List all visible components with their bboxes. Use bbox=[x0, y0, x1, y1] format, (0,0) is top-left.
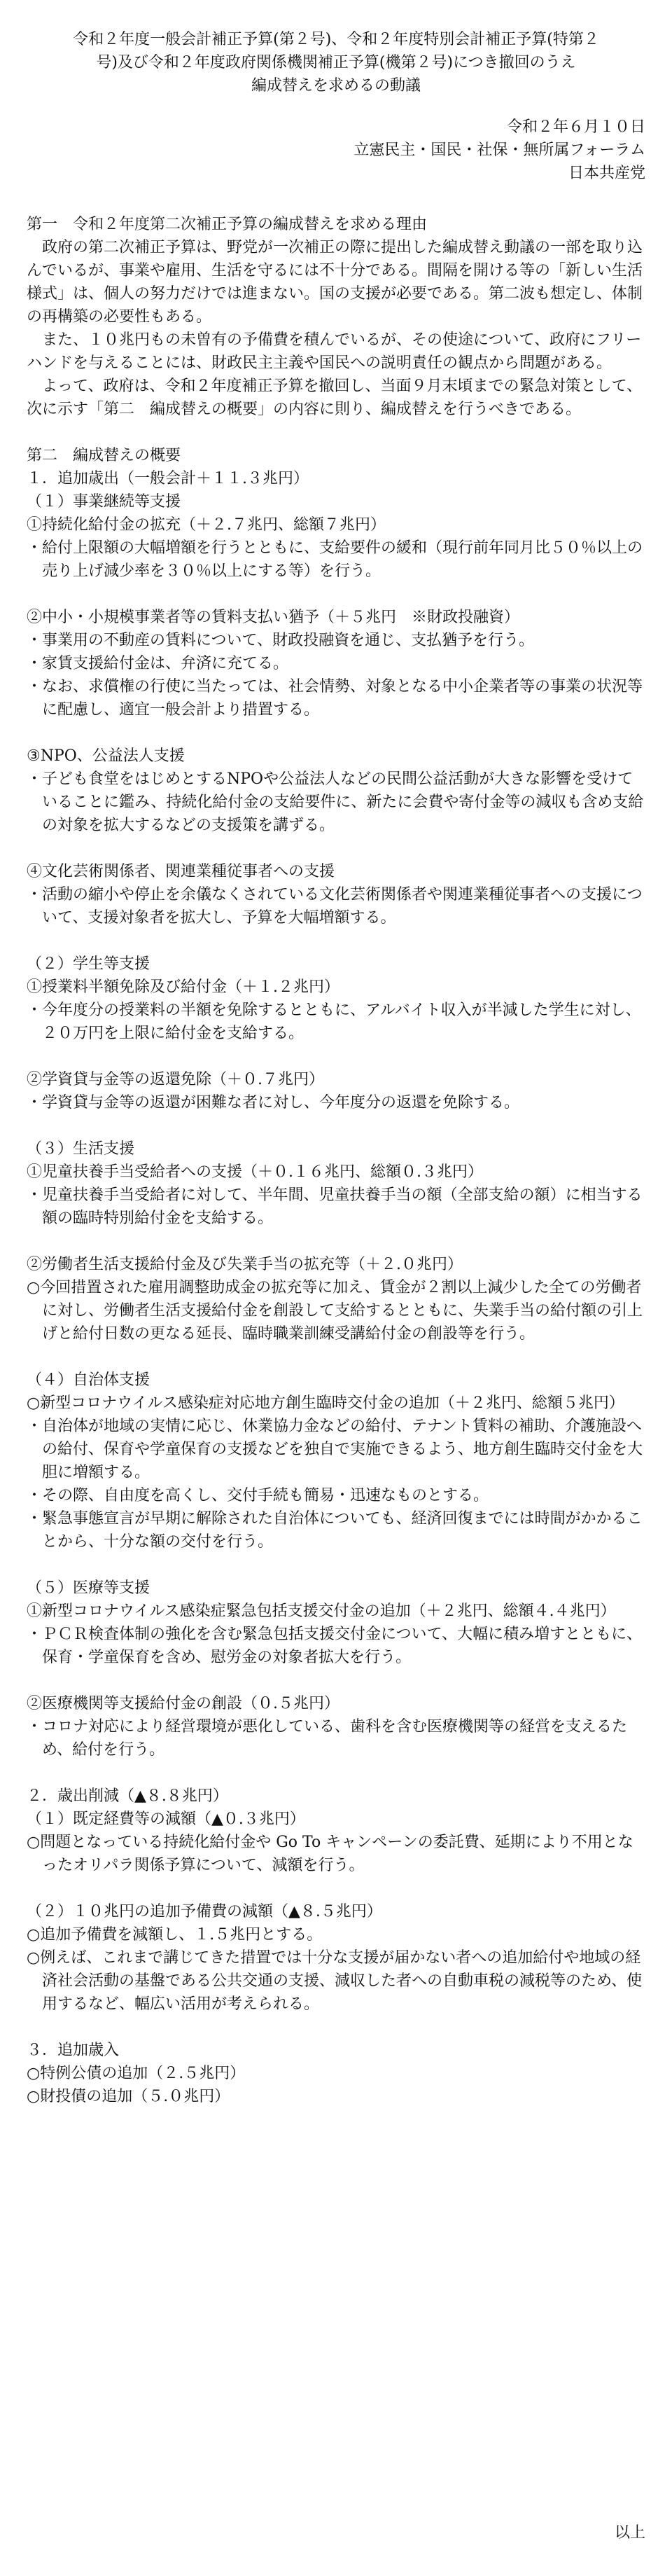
section-heading: 第一 令和２年度第二次補正予算の編成替えを求める理由 bbox=[27, 216, 428, 233]
item-bullet: ・コロナ対応により経営環境が悪化している、歯科を含む医療機関等の経営を支えるため、給付を行う。 bbox=[27, 1718, 628, 1759]
paragraph: また、１０兆円もの未曽有の予備費を積んでいるが、その使途について、政府にフリーハンドを与えることには、財政民主主義や国民への説明責任の観点から問題がある。 bbox=[27, 331, 642, 372]
item-title: ②学資貸与金等の返還免除（＋０.７兆円） bbox=[27, 1071, 324, 1088]
sub-subsection-heading: （１）事業継続等支援 bbox=[27, 493, 181, 511]
sub-subsection-heading: （２）学生等支援 bbox=[27, 955, 150, 973]
item-bullet: ○追加予備費を減額し、１.５兆円とする。 bbox=[27, 1926, 323, 1944]
title-line: 編成替えを求めるの動議 bbox=[251, 77, 421, 95]
item-bullet: ○財投債の追加（５.０兆円） bbox=[27, 2088, 230, 2105]
item-bullet: ・その際、自由度を高くし、交付手続も簡易・迅速なものとする。 bbox=[27, 1487, 489, 1504]
sub-subsection-heading: （１）既定経費等の減額（▲０.３兆円） bbox=[27, 1810, 305, 1828]
subsection-heading: ３．追加歳入 bbox=[27, 2042, 120, 2059]
document-title bbox=[27, 28, 645, 97]
item-bullet: ・今年度分の授業料の半額を免除するとともに、アルバイト収入が半減した学生に対し、２０万円を上限に給付金を支給する。 bbox=[27, 1002, 641, 1042]
item-bullet: ・事業用の不動産の賃料について、財政投融資を通じ、支払猶予を行う。 bbox=[27, 632, 535, 649]
item-title: ②労働者生活支援給付金及び失業手当の拡充等（＋２.０兆円） bbox=[27, 1256, 463, 1273]
document-meta bbox=[27, 116, 645, 185]
subsection-heading: ２．歳出削減（▲８.８兆円） bbox=[27, 1787, 228, 1805]
document-date: 令和２年６月１０日 bbox=[506, 118, 645, 136]
item-bullet: ・家賃支援給付金は、弁済に充てる。 bbox=[27, 655, 289, 672]
sub-subsection-heading: （４）自治体支援 bbox=[27, 1371, 150, 1389]
item-title: ①授業料半額免除及び給付金（＋１.２兆円） bbox=[27, 978, 340, 996]
sponsor-name: 立憲民主・国民・社保・無所属フォーラム bbox=[354, 141, 645, 159]
sub-subsection-heading: （２）１０兆円の追加予備費の減額（▲８.５兆円） bbox=[27, 1903, 382, 1920]
closing-mark: 以上 bbox=[614, 2524, 645, 2542]
item-bullet: ○特例公債の追加（２.５兆円） bbox=[27, 2065, 246, 2082]
item-bullet: ○例えば、これまで講じてきた措置では十分な支援が届かない者への追加給付や地域の経済社会活動の基盤である公共交通の支援、減収した者への自動車税の減税等のため、使用するなど、幅広い活用が考えられる。 bbox=[27, 1949, 643, 2013]
item-title: ②中小・小規模事業者等の賃料支払い猶予（＋５兆円 ※財政投融資） bbox=[27, 609, 520, 626]
item-bullet: ・活動の縮小や停止を余儀なくされている文化芸術関係者や関連業種従事者への支援について、支援対象者を拡大し、予算を大幅増額する。 bbox=[27, 886, 643, 927]
item-bullet: ○今回措置された雇用調整助成金の拡充等に加え、賃金が２割以上減少した全ての労働者に対し、労働者生活支援給付金を創設して支給するとともに、失業手当の給付額の引上げと給付日数の更なる延長、臨時職業訓練受講給付金の創設等を行う。 bbox=[27, 1279, 643, 1343]
item-bullet: ・学資貸与金等の返還が困難な者に対し、今年度分の返還を免除する。 bbox=[27, 1094, 520, 1112]
item-bullet: ・ＰＣＲ検査体制の強化を含む緊急包括支援交付金について、大幅に積み増すとともに、保育・学童保育を含め、慰労金の対象者拡大を行う。 bbox=[27, 1626, 643, 1666]
paragraph: 政府の第二次補正予算は、野党が一次補正の際に提出した編成替え動議の一部を取り込んでいるが、事業や雇用、生活を守るには不十分である。間隔を開ける等の「新しい生活様式」は、個人の努力だけでは進まない。国の支援が必要である。第二波も想定し、体制の再構築の必要性もある。 bbox=[27, 239, 643, 326]
item-bullet: ・子ども食堂をはじめとするNPOや公益法人などの民間公益活動が大きな影響を受けていることに鑑み、持続化給付金の支給要件に、新たに会費や寄付金等の減収も含め支給の対象を拡大するなどの支援策を講ずる。 bbox=[27, 770, 644, 834]
paragraph: よって、政府は、令和２年度補正予算を撤回し、当面９月末頃までの緊急対策として、次に示す「第二 編成替えの概要」の内容に則り、編成替えを行うべきである。 bbox=[27, 378, 643, 418]
item-title: ①新型コロナウイルス感染症緊急包括支援交付金の追加（＋２兆円、総額４.４兆円） bbox=[27, 1602, 616, 1620]
item-bullet: ○問題となっている持続化給付金や Go To キャンペーンの委託費、延期により不用となったオリパラ関係予算について、減額を行う。 bbox=[27, 1834, 634, 1874]
item-bullet: ・なお、求償権の行使に当たっては、社会情勢、対象となる中小企業者等の事業の状況等に配慮し、適宜一般会計より措置する。 bbox=[27, 678, 643, 719]
item-bullet: ・緊急事態宣言が早期に解除された自治体についても、経済回復までには時間がかかることから、十分な額の交付を行う。 bbox=[27, 1510, 643, 1551]
item-title: ①児童扶養手当受給者への支援（＋０.１６兆円、総額０.３兆円） bbox=[27, 1163, 483, 1181]
item-title: ①持続化給付金の拡充（＋２.７兆円、総額７兆円） bbox=[27, 516, 386, 534]
sponsor-name: 日本共産党 bbox=[568, 165, 645, 182]
item-title: ②医療機関等支援給付金の創設（０.５兆円） bbox=[27, 1695, 340, 1712]
section-heading: 第二 編成替えの概要 bbox=[27, 447, 181, 464]
subsection-heading: １．追加歳出（一般会計＋１１.３兆円） bbox=[27, 470, 309, 487]
title-line: 令和２年度一般会計補正予算(第２号)、令和２年度特別会計補正予算(特第２ bbox=[73, 31, 599, 48]
item-title: ③NPO、公益法人支援 bbox=[27, 747, 185, 765]
title-line: 号)及び令和２年度政府関係機関補正予算(機第２号)につき撤回のうえ bbox=[96, 54, 576, 71]
item-bullet: ・児童扶養手当受給者に対して、半年間、児童扶養手当の額（全部支給の額）に相当する額の臨時特別給付金を支給する。 bbox=[27, 1186, 643, 1227]
item-title: ○新型コロナウイルス感染症対応地方創生臨時交付金の追加（＋２兆円、総額５兆円） bbox=[27, 1394, 624, 1412]
item-bullet: ・自治体が地域の実情に応じ、休業協力金などの給付、テナント賃料の補助、介護施設への給付、保育や学童保育の支援などを独自で実施できるよう、地方創生臨時交付金を大胆に増額する。 bbox=[27, 1418, 643, 1481]
sub-subsection-heading: （５）医療等支援 bbox=[27, 1579, 150, 1597]
sub-subsection-heading: （３）生活支援 bbox=[27, 1140, 135, 1158]
item-bullet: ・給付上限額の大幅増額を行うとともに、支給要件の緩和（現行前年同月比５０％以上の売り上げ減少率を３０％以上にする等）を行う。 bbox=[27, 539, 643, 580]
item-title: ④文化芸術関係者、関連業種従事者への支援 bbox=[27, 863, 335, 880]
